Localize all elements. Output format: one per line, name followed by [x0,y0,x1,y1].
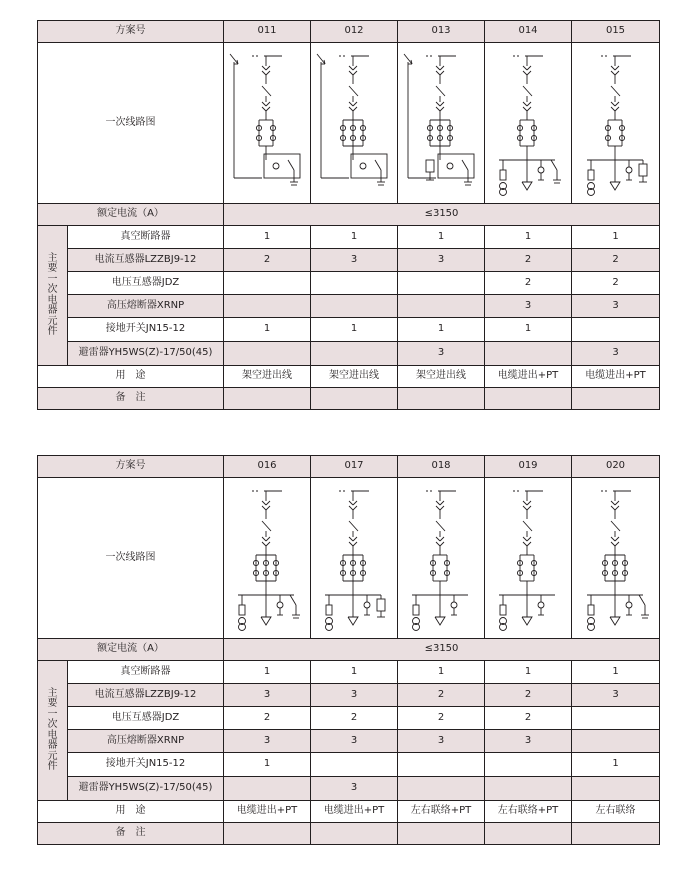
group-char: 要 [47,698,58,709]
circuit-diagram-cell [572,478,660,639]
component-quantity [398,777,485,801]
component-quantity: 3 [311,777,398,801]
circuit-diagram [398,483,484,633]
components-group-label [38,661,68,801]
component-quantity: 3 [572,295,660,318]
scheme-number: 011 [224,21,311,43]
group-char: 次 [47,284,58,295]
component-name: 避雷器YH5WS(Z)-17/50(45) [68,777,224,801]
component-quantity: 1 [485,661,572,684]
scheme-number: 019 [485,456,572,478]
component-quantity: 2 [572,272,660,295]
scheme-number: 013 [398,21,485,43]
component-quantity: 2 [572,249,660,272]
scheme-label: 方案号 [38,456,224,478]
components-group-label [38,226,68,366]
component-quantity: 1 [224,226,311,249]
component-name: 高压熔断器XRNP [68,730,224,753]
component-quantity [224,295,311,318]
schematic-lines [404,54,474,185]
component-quantity: 1 [398,226,485,249]
schematic-lines [587,56,647,196]
component-quantity: 3 [311,684,398,707]
component-quantity: 3 [311,730,398,753]
usage-value: 左右联络+PT [485,801,572,823]
group-char: 元 [47,750,58,762]
component-quantity: 1 [398,318,485,342]
scheme-number: 016 [224,456,311,478]
circuit-diagram-cell [398,478,485,639]
component-quantity: 1 [485,318,572,342]
usage-label: 用 途 [38,801,224,823]
schematic-lines [499,56,561,196]
usage-label: 用 途 [38,366,224,388]
rated-current-label: 额定电流（A） [38,639,224,661]
remarks-label: 备 注 [38,823,224,845]
schematic-lines [230,54,300,185]
component-name: 高压熔断器XRNP [68,295,224,318]
scheme-table-1 [37,20,660,410]
remarks-value [311,823,398,845]
components-group-text [38,254,67,338]
circuit-diagram-cell [224,478,311,639]
rated-current-label: 额定电流（A） [38,204,224,226]
remarks-value [398,388,485,410]
component-quantity: 1 [572,226,660,249]
circuit-diagram-cell [485,478,572,639]
component-name: 接地开关JN15-12 [68,753,224,777]
remarks-value [572,388,660,410]
scheme-number: 017 [311,456,398,478]
schematic-lines [238,491,300,631]
remarks-value [311,388,398,410]
circuit-diagram-cell [485,43,572,204]
component-quantity: 1 [224,661,311,684]
usage-value: 电缆进出+PT [311,801,398,823]
scheme-number: 018 [398,456,485,478]
schematic-lines [499,491,555,631]
component-quantity [224,272,311,295]
component-name: 避雷器YH5WS(Z)-17/50(45) [68,342,224,366]
component-quantity [311,753,398,777]
remarks-value [572,823,660,845]
component-quantity [224,777,311,801]
usage-value: 电缆进出+PT [485,366,572,388]
component-quantity [572,707,660,730]
component-quantity: 1 [398,661,485,684]
remarks-value [398,823,485,845]
component-quantity: 1 [224,318,311,342]
circuit-diagram-cell [224,43,311,204]
remarks-value [485,388,572,410]
components-group-text [38,689,67,773]
component-quantity: 3 [572,684,660,707]
component-name: 电压互感器JDZ [68,272,224,295]
component-name: 电流互感器LZZBJ9-12 [68,249,224,272]
scheme-number: 015 [572,21,660,43]
group-char: 件 [47,326,58,337]
component-quantity: 2 [224,707,311,730]
usage-value: 架空进出线 [398,366,485,388]
circuit-diagram [224,48,310,198]
component-quantity: 2 [224,249,311,272]
group-char: 件 [47,761,58,772]
circuit-diagram-cell [311,43,398,204]
group-char: 一 [47,708,58,720]
component-quantity: 2 [485,249,572,272]
scheme-number: 020 [572,456,660,478]
group-char: 器 [47,305,58,316]
remarks-label: 备 注 [38,388,224,410]
component-quantity [398,753,485,777]
component-quantity: 1 [572,753,660,777]
component-name: 真空断路器 [68,661,224,684]
diagram-label: 一次线路图 [38,43,224,204]
remarks-value [485,823,572,845]
usage-value: 电缆进出+PT [224,801,311,823]
component-quantity: 1 [311,661,398,684]
circuit-diagram [485,48,571,198]
component-quantity: 3 [311,249,398,272]
component-quantity: 2 [485,272,572,295]
component-quantity [485,342,572,366]
component-quantity [572,318,660,342]
schematic-lines [412,491,468,631]
component-name: 真空断路器 [68,226,224,249]
component-quantity: 1 [485,226,572,249]
group-char: 主 [47,687,58,699]
component-name: 电压互感器JDZ [68,707,224,730]
group-char: 主 [47,252,58,264]
remarks-value [224,388,311,410]
component-quantity [398,272,485,295]
component-quantity [572,730,660,753]
group-char: 次 [47,719,58,730]
schematic-lines [317,54,387,185]
usage-value: 左右联络+PT [398,801,485,823]
component-quantity [311,295,398,318]
component-quantity [572,777,660,801]
component-quantity: 2 [311,707,398,730]
group-char: 要 [47,263,58,274]
circuit-diagram [573,48,659,198]
diagram-label: 一次线路图 [38,478,224,639]
component-quantity: 3 [485,730,572,753]
schematic-lines [325,491,385,631]
usage-value: 架空进出线 [311,366,398,388]
component-quantity: 3 [398,249,485,272]
component-quantity [485,753,572,777]
circuit-diagram [398,48,484,198]
circuit-diagram [311,483,397,633]
rated-current-value: ≤3150 [224,639,660,661]
component-quantity: 3 [224,730,311,753]
scheme-number: 014 [485,21,572,43]
usage-value: 左右联络 [572,801,660,823]
component-quantity: 3 [485,295,572,318]
circuit-diagram-cell [398,43,485,204]
usage-value: 电缆进出+PT [572,366,660,388]
scheme-table-2 [37,455,660,845]
component-quantity: 3 [398,342,485,366]
component-quantity: 3 [224,684,311,707]
component-quantity: 2 [398,707,485,730]
scheme-label: 方案号 [38,21,224,43]
component-quantity [311,342,398,366]
circuit-diagram-cell [572,43,660,204]
component-name: 电流互感器LZZBJ9-12 [68,684,224,707]
circuit-diagram [224,483,310,633]
group-char: 元 [47,315,58,327]
circuit-diagram [485,483,571,633]
component-quantity [311,272,398,295]
component-quantity: 1 [311,318,398,342]
component-quantity: 1 [572,661,660,684]
circuit-diagram-cell [311,478,398,639]
component-quantity: 1 [311,226,398,249]
group-char: 电 [47,729,58,741]
component-quantity: 2 [485,707,572,730]
group-char: 一 [47,273,58,285]
component-quantity: 3 [398,730,485,753]
group-char: 器 [47,740,58,751]
component-quantity [224,342,311,366]
rated-current-value: ≤3150 [224,204,660,226]
component-name: 接地开关JN15-12 [68,318,224,342]
component-quantity [398,295,485,318]
circuit-diagram [311,48,397,198]
scheme-number: 012 [311,21,398,43]
group-char: 电 [47,294,58,306]
component-quantity: 3 [572,342,660,366]
component-quantity: 2 [398,684,485,707]
component-quantity: 2 [485,684,572,707]
usage-value: 架空进出线 [224,366,311,388]
component-quantity [485,777,572,801]
remarks-value [224,823,311,845]
schematic-lines [587,491,649,631]
circuit-diagram [573,483,659,633]
component-quantity: 1 [224,753,311,777]
